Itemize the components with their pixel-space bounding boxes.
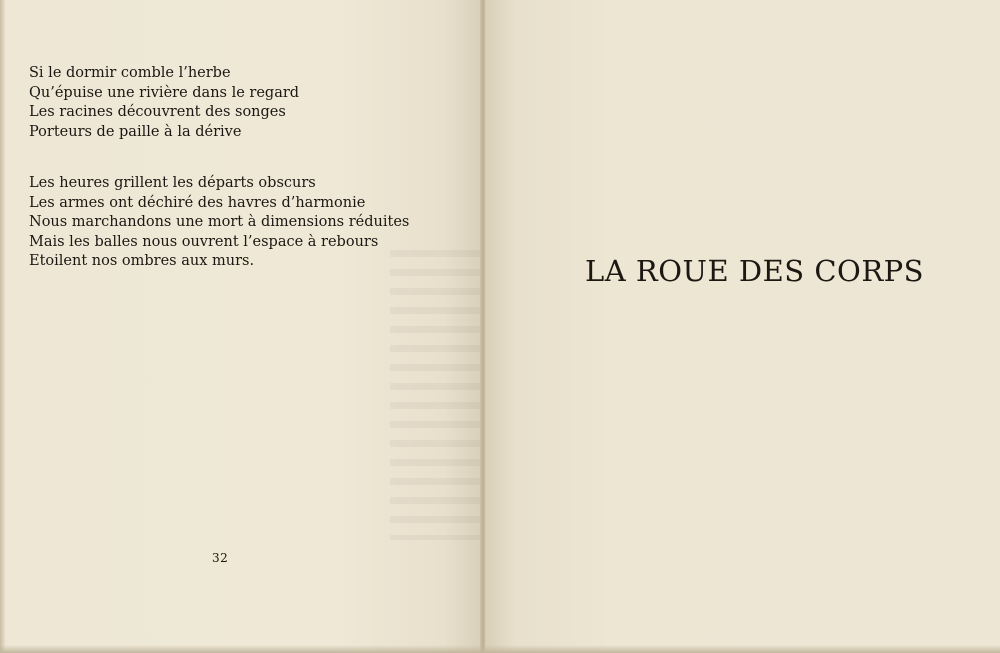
poem-line: Les armes ont déchiré des havres d’harmonie: [29, 194, 366, 211]
right-page: [485, 0, 1000, 653]
poem-line: Etoilent nos ombres aux murs.: [29, 253, 255, 269]
poem-line: Qu’épuise une rivière dans le regard: [29, 84, 300, 101]
page-edge-shadow: [0, 0, 6, 653]
bottom-edge-shadow: [0, 645, 1000, 653]
poem-line: Si le dormir comble l’herbe: [29, 65, 231, 81]
poem-line: Mais les balles nous ouvrent l’espace à rebours: [29, 233, 379, 250]
page-number: 32: [212, 551, 229, 565]
poem-line: Les heures grillent les départs obscurs: [29, 175, 316, 191]
poem-line: Les racines découvrent des songes: [29, 104, 286, 120]
poem-stanza-1: [29, 64, 299, 142]
left-page: [0, 0, 482, 653]
section-title: LA ROUE DES CORPS: [585, 254, 925, 288]
poem-line: Nous marchandons une mort à dimensions réduites: [29, 214, 410, 230]
show-through-texture: [390, 250, 482, 540]
poem-stanza-2: [29, 174, 409, 272]
poem-line: Porteurs de paille à la dérive: [29, 123, 242, 140]
